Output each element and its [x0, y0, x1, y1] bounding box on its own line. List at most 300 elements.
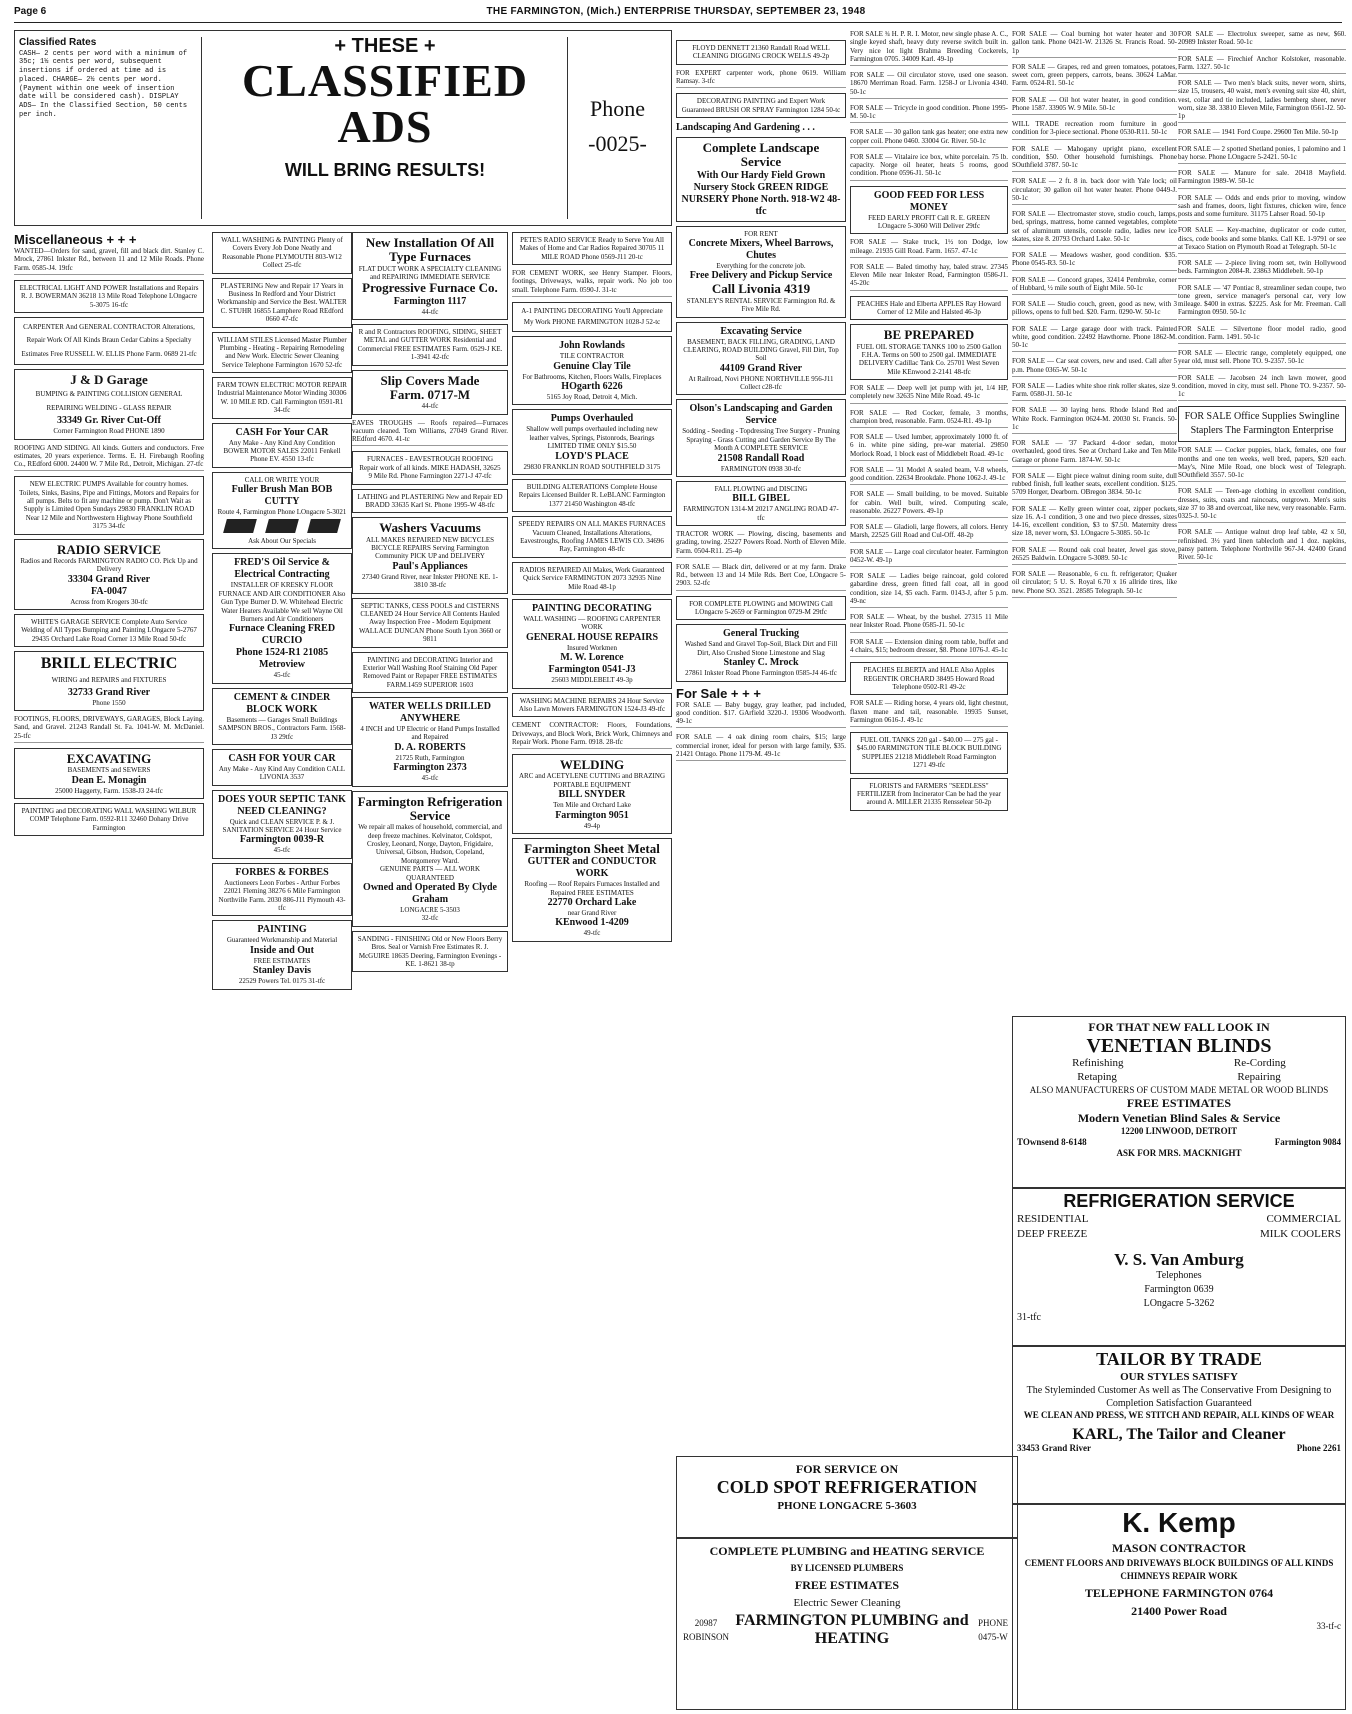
- ref-title: REFRIGERATION SERVICE: [1063, 1191, 1295, 1211]
- classified-item: FOR SALE — Cocker puppies, black, females, one four months and one ten weeks, well bred, papers, $20 each. May's, Nine Mile Road, one block west of Telegraph. SOuthfield 3557. 50-1c: [1178, 446, 1346, 482]
- furn-phone: Farmington 1117: [393, 295, 467, 307]
- kemp-address: 21400 Power Road: [1131, 1603, 1227, 1618]
- classified-item: FOR SALE — Deep well jet pump with jet, 1/4 HP, completely new 32635 Nine Mile Road. 49-1c: [850, 384, 1008, 404]
- classified-item: FOR SALE — Studio couch, green, good as new, with 3 pillows, opens to full bed. $20. Farm. 0290-W. 50-1c: [1012, 300, 1177, 320]
- weld-address: Ten Mile and Orchard Lake: [553, 801, 631, 810]
- plumb-address: 20987 ROBINSON: [682, 1617, 729, 1642]
- ad-slip-covers: [352, 370, 508, 415]
- wells-name: D. A. ROBERTS: [394, 741, 466, 753]
- phone-number: -0025-: [588, 131, 647, 157]
- ad-peaches-howard: PEACHES Hale and Elberta APPLES Ray Howard Corner of 12 Mile and Halsted 46-3p: [850, 296, 1008, 321]
- tailor-title: TAILOR BY TRADE: [1096, 1349, 1262, 1369]
- ad-stanleys-rental: [676, 226, 846, 318]
- truck-title: General Trucking: [722, 628, 800, 640]
- blinds-services-2: [1017, 1071, 1341, 1085]
- plumb-footer: [681, 1612, 1013, 1647]
- classified-item: FOR SALE — Used lumber, approximately 1000 ft. of 6 in. white pine siding, pre-war material. 29850 Morlock Road, 1 block east of Middlebelt Road. 49-1c: [850, 433, 1008, 461]
- fred-text: INSTALLER OF KRESKY FLOOR FURNACE AND AIR CONDITIONER Also Gun Type Burner D. W. Whitehead Electric Water Heaters Available We sell Wayne Oil Burners and Air Conditioners: [218, 581, 346, 623]
- tailor-footer: [1017, 1443, 1341, 1455]
- weld-text: ARC and ACETYLENE CUTTING and BRAZING PORTABLE EQUIPMENT: [518, 772, 665, 789]
- gibel-tail: FARMINGTON 1314-M 20217 ANGLING ROAD 47-tfc: [683, 505, 839, 522]
- column-4: [512, 232, 672, 1706]
- classified-item: FOR SALE — Large garage door with track. Painted white, good condition. 22492 Hawthorne. Phone 1862-M. 50-1c: [1012, 325, 1177, 353]
- ad-baby-buggy: FOR SALE — Baby buggy, gray leather, pad included, good condition. $17. GArfield 3220-J. 19306 Woodworth. 49-1c: [676, 701, 846, 729]
- fred-title: FRED'S Oil Service & Electrical Contracting: [234, 557, 330, 581]
- classified-item: FOR SALE — Oil hot water heater, in good condition. Phone 1587. 33905 W. 9 Mile. 50-1c: [1012, 96, 1177, 116]
- pnt-phone: Farmington 0541-J3: [548, 664, 636, 676]
- brill-text: WIRING and REPAIRS and FIXTURES: [51, 675, 167, 684]
- ad-rowlands-tile: [512, 336, 672, 405]
- classified-item: FOR SALE — '47 Pontiac 8, streamliner sedan coupe, two tone green, service manager's personal car, very low mileage. $400 in extras. $2225. Ask for Mr. Freeman. Call Farmington 0950. 50-1c: [1178, 284, 1346, 320]
- ad-jd-garage: [14, 369, 204, 440]
- ad-brill: [14, 651, 204, 711]
- fred-phone: Phone 1524-R1 21085 Metroview: [235, 647, 329, 671]
- column-5: [676, 40, 846, 1450]
- page-header: [0, 4, 1352, 20]
- divider: [201, 37, 202, 219]
- ad-office-supplies: FOR SALE Office Supplies Swingline Staplers The Farmington Enterprise: [1178, 406, 1346, 442]
- blinds-services: [1017, 1057, 1341, 1071]
- truck-tail: 27861 Inkster Road Phone Farmington 0585-J4 46-tfc: [685, 669, 837, 678]
- ad-cement-stamper: FOR CEMENT WORK, see Henry Stamper. Floors, footings, Driveways, walks, repair work. No job too small. Telephone Farm. 0590-J. 31-tc: [512, 269, 672, 297]
- classified-item: FOR SALE — Round oak coal heater, Jewel gas stove, 26525 Baldwin. LOngacre 5-3089. 50-1c: [1012, 546, 1177, 566]
- plumb-title: FARMINGTON PLUMBING and HEATING: [735, 1612, 969, 1647]
- ad-a1-painting: A-1 PAINTING DECORATING You'll Appreciate My Work PHONE FARMINGTON 1028-J 52-tc: [512, 302, 672, 332]
- exc-address: 44109 Grand River: [719, 362, 803, 374]
- ad-cement-cinder: [212, 688, 352, 745]
- rates-title: Classified Rates: [19, 37, 97, 48]
- weld-title: WELDING: [559, 757, 625, 773]
- ad-expert-carpenter: FOR EXPERT carpenter work, phone 0619. William Ramsay. 3-tfc: [676, 69, 846, 89]
- ad-wall-washing: WALL WASHING & PAINTING Plenty of Covers Every Job Done Neatly and Reasonable Phone PLYMOUTH 803-W12 Collect 25-tfc: [212, 232, 352, 274]
- rent-c: Free Delivery and Pickup Service: [689, 270, 833, 282]
- classified-item: FOR SALE — Electromaster stove, studio couch, lamps, bed, springs, mattress, home canned vegetables, complete set of aluminum utensils, console radio, ladies new ice skates, size 8. 20793 Orchard Lake. 50-1c: [1012, 210, 1177, 246]
- brush-icon: [307, 519, 341, 533]
- wells-title: WATER WELLS DRILLED ANYWHERE: [369, 701, 491, 725]
- septic-text: Quick and CLEAN SERVICE P. & J. SANITATION SERVICE 24 Hour Service: [222, 817, 342, 835]
- blinds-b: Refinishing: [1072, 1057, 1124, 1069]
- olson-address: 21508 Randall Road: [717, 452, 805, 464]
- pumps-title: Pumps Overhauled: [550, 413, 634, 425]
- kemp-phone: TELEPHONE FARMINGTON 0764: [1084, 1585, 1274, 1600]
- ad-pumps-overhauled: [512, 409, 672, 475]
- plumb-c: FREE ESTIMATES: [794, 1577, 900, 1592]
- ad-farm-town: FARM TOWN ELECTRIC MOTOR REPAIR Industrial Maintenance Motor Winding 30306 W. 10 MILE RD. Call Farmington 0591-R1 34-tfc: [212, 377, 352, 419]
- kemp-tail: 33-tf-c: [1316, 1620, 1341, 1631]
- classified-item: FOR SALE — Manure for sale. 20418 Mayfield. Farmington 1989-W. 50-1c: [1178, 169, 1346, 189]
- ad-wanted: WANTED—Orders for sand, gravel, fill and black dirt. Stanley C. Mrock, 27861 Inkster Rd., between 11 and 12 Mile Roads. Phone Farm. 0585-J4. 19tfc: [14, 247, 204, 275]
- brush-icon: [223, 519, 257, 533]
- pnt-tail: 25603 MIDDLEBELT 49-3p: [551, 676, 633, 685]
- classified-item: FOR SALE — Ladies white shoe rink roller skates, size 9. Farm. 0580-J1. 50-1c: [1012, 382, 1177, 402]
- tailor-name: KARL, The Tailor and Cleaner: [1072, 1425, 1286, 1443]
- ad-lathing: LATHING and PLASTERING New and Repair ED BRADD 33635 Karl St. Phone 1995-W 48-tfc: [352, 489, 508, 514]
- banner-headline: [205, 35, 565, 181]
- classified-item: FOR SALE — 30 laying hens. Rhode Island Red and White Rock. Farmington 0624-M. 20030 St. Francis. 50-1c: [1012, 406, 1177, 434]
- classified-item: FOR SALE — Extension dining room table, buffet and 4 chairs, $15; bedroom dresser, $8. Phone 1076-J. 45-1c: [850, 638, 1008, 658]
- classified-item: FOR SALE — Odds and ends prior to moving, window sash and frames, doors, light fixtures, chicken wire, fence posts and some furniture. 31175 Lahser Road. 50-1p: [1178, 194, 1346, 222]
- column-2: [212, 232, 352, 1706]
- feed-text: FEED EARLY PROFIT Call R. E. GREEN LOngacre 5-3060 Will Deliver 29tfc: [868, 213, 990, 230]
- olson-title: Olson's Landscaping and Garden Service: [689, 403, 833, 427]
- furn-name: Progressive Furnace Co.: [362, 280, 498, 296]
- ad-lorence: [512, 599, 672, 689]
- classified-banner: [14, 30, 672, 226]
- exc-title: Excavating Service: [720, 325, 802, 337]
- column-7: [1012, 30, 1177, 1010]
- classified-item: FOR SALE — Coal burning hot water heater and 30 gallon tank. Phone 0421-W. 21326 St. Francis Road. 50-1p: [1012, 30, 1177, 58]
- classified-item: FOR SALE — Ladies beige raincoat, gold colored gabardine dress, green fitted fall coat, all in good condition, size 14, $5 each. Farm. 0143-J, after 5 p.m. 49-nc: [850, 572, 1008, 608]
- ref-tail: 32-tfc: [421, 914, 439, 923]
- ad-k-kemp: [1012, 1504, 1346, 1710]
- classified-item: FOR SALE — 2-piece living room set, twin Hollywood beds. Farmington 2084-R. 23863 Middlebelt. 50-1p: [1178, 259, 1346, 279]
- classified-item: FOR SALE — Teen-age clothing in excellent condition, dresses, suits, coats and raincoats, outgrown. Men's suits size 37 to 38 and overcoat, like new, very reasonable. Farm. 0325-J. 50-1c: [1178, 487, 1346, 523]
- blinds-d: Retaping: [1077, 1070, 1117, 1083]
- fred-tail: 45-tfc: [273, 671, 291, 680]
- classified-item: FOR SALE — Large coal circulator heater. Farmington 0452-W. 49-1p: [850, 548, 1008, 568]
- tile-c: For Bathrooms, Kitchen, Floors Walls, Fireplaces: [522, 372, 662, 381]
- ref-name: V. S. Van Amburg: [1114, 1249, 1244, 1269]
- cash-text: Any Make - Any Kind Any Condition CALL LIVONIA 3537: [218, 764, 346, 782]
- ad-farmington-refrigeration: [352, 791, 508, 927]
- classified-item: FOR SALE ¾ H. P. R. I. Motor, new single phase A. C., single keyed shaft, heavy duty reverse switch built in. Very nice lot light Brahma Breeding Cockerels, Farmington 0705. 34009 Karl. 49-1p: [850, 30, 1008, 66]
- classified-item: FOR SALE — Gladioli, large flowers, all colors. Henry Marsh, 22525 Gill Road and Cul-Off. 48-2p: [850, 523, 1008, 543]
- ref-tail: 31-tfc: [1017, 1312, 1041, 1324]
- rent-text: Concrete Mixers, Wheel Barrows, Chutes: [688, 238, 834, 262]
- ad-bill-gibel: [676, 481, 846, 526]
- slip-phone: Farm. 0717-M: [389, 386, 471, 402]
- fuller-title: Fuller Brush Man BOB CUTTY: [231, 484, 333, 508]
- exc-text: BASEMENTS and SEWERS: [67, 766, 151, 775]
- blinds-phone-1: TOwnsend 8-6148: [1017, 1137, 1087, 1147]
- car-title: CASH For Your CAR: [235, 426, 329, 438]
- classified-item: FOR SALE — Antique walnut drop leaf table, 42 x 50, refinished. 3½ yard linen tablecloth and 1 doz. napkins, pansy pattern. Telephone Northville 967-J4. 42400 Grand River. 50-1c: [1178, 528, 1346, 564]
- classified-item: FOR SALE — Mahogany upright piano, excellent condition, $50. Other household furnishings. Phone SOuthfield 3787. 50-1c: [1012, 145, 1177, 173]
- truck-name: Stanley C. Mrock: [723, 657, 799, 669]
- classified-item: FOR SALE — Reasonable, 6 cu. ft. refrigerator; Quaker oil circulator; 5 U. S. Royal 6.70 x 16 allride tires, like new. Phone SO. 3521. 28585 Telegraph. 50-1c: [1012, 570, 1177, 598]
- prep-title: BE PREPARED: [883, 327, 975, 343]
- jd-title: J & D Garage: [70, 371, 148, 387]
- ad-refrigeration-service: [1012, 1188, 1346, 1346]
- tile-b: Genuine Clay Tile: [553, 360, 631, 372]
- truck-text: Washed Sand and Gravel Top-Soil, Black Dirt and Fill Dirt, Also Crushed Stone Limestone and Slag: [684, 640, 838, 657]
- wells-phone: Farmington 2373: [393, 762, 467, 774]
- ad-radios-repaired: RADIOS REPAIRED All Makes, Work Guaranteed Quick Service FARMINGTON 2073 32935 Nine Mile Road 48-1p: [512, 562, 672, 595]
- ref-phone: LONGACRE 5-3503: [400, 905, 460, 914]
- ref-g: LOngacre 5-3262: [1143, 1298, 1215, 1310]
- ad-excavating-novi: [676, 322, 846, 396]
- pnt-text: WALL WASHING — ROOFING CARPENTER WORK: [523, 614, 661, 632]
- land-text: With Our Hardy Field Grown Nursery Stock GREEN RIDGE NURSERY Phone North. 918-W2 48-tfc: [681, 169, 841, 217]
- sheet-c: near Grand River: [567, 908, 617, 917]
- classified-item: FOR SALE — Firechief Anchor Kolstoker, reasonable. Farm. 1327. 50-1c: [1178, 55, 1346, 75]
- ad-farmington-plumbing: [676, 1538, 1018, 1710]
- ref-row-1: [1017, 1212, 1341, 1227]
- pumps-name: LOYD'S PLACE: [555, 450, 629, 462]
- pnt-b: GENERAL HOUSE REPAIRS: [525, 631, 659, 643]
- section-misc: Miscellaneous + + +: [14, 232, 137, 247]
- radio-text: Radios and Records FARMINGTON RADIO CO. Pick Up and Delivery: [20, 556, 198, 574]
- fuller-top: CALL OR WRITE YOUR: [244, 475, 320, 484]
- tailor-address: 33453 Grand River: [1017, 1443, 1091, 1454]
- classified-item: FOR SALE — 30 gallon tank gas heater; one extra new copper coil. Phone 0460. 33004 Gr. River. 50-1c: [850, 128, 1008, 148]
- weld-name: BILL SNYDER: [558, 789, 626, 801]
- furn-title: New Installation Of All Type Furnaces: [365, 235, 495, 265]
- sheet-phone: KEnwood 1-4209: [555, 917, 629, 929]
- brush-icon: [265, 519, 299, 533]
- fuller-tail: Ask About Our Specials: [248, 536, 316, 545]
- ad-good-feed: [850, 186, 1008, 235]
- classified-item: FOR SALE — Eight piece walnut dining room suite, dull rubbed finish, full leather seats, excellent condition. $125. 5709 Horger, Dearborn. OBregon 3834. 50-1c: [1012, 472, 1177, 500]
- car-text: Any Make - Any Kind Any Condition BOWER MOTOR SALES 22011 Fenkell Phone EV. 4550 13-tfc: [223, 438, 341, 464]
- cold-title: COLD SPOT REFRIGERATION: [716, 1477, 978, 1497]
- cold-phone: PHONE LONGACRE 5-3603: [777, 1499, 917, 1512]
- radio-title: RADIO SERVICE: [57, 541, 161, 557]
- prep-text: FUEL OIL STORAGE TANKS 100 to 2500 Gallon F.H.A. Terms on 500 to 2500 gal. IMMEDIATE DELIVERY Cadillac Tank Co. 25701 West Seven Mile KEnwood 2-2141 48-tfc: [856, 342, 1002, 376]
- sheet-tail: 49-tfc: [583, 929, 601, 938]
- ref-name: Owned and Operated By Clyde Graham: [363, 881, 497, 905]
- section-landscaping: Landscaping And Gardening . . .: [676, 122, 815, 134]
- classified-item: FOR SALE — Wheat, by the bushel. 27315 11 Mile near Inkster Road. Phone 0585-J1. 50-1c: [850, 613, 1008, 633]
- classified-rates: [19, 37, 195, 120]
- pnt-title: PAINTING DECORATING: [532, 602, 652, 614]
- ad-venetian-blinds: [1012, 1016, 1346, 1188]
- painting-name: Stanley Davis: [252, 965, 312, 977]
- ad-tractor-work: TRACTOR WORK — Plowing, discing, basements and grading, towing. 25227 Powers Road. North of Eleven Mile. Farm. 0504-R11. 25-4p: [676, 530, 846, 558]
- blinds-phones: [1017, 1137, 1341, 1148]
- ad-stiles: WILLIAM STILES Licensed Master Plumber Plumbing - Heating - Repairing Remodeling and New Work. Electric Sewer Cleaning Service Telephone Farmington 1670 52-tfc: [212, 332, 352, 374]
- ad-water-wells: [352, 697, 508, 787]
- septic-tail: 45-tfc: [273, 846, 291, 855]
- jd-address: 33349 Gr. River Cut-Off: [57, 415, 161, 427]
- tile-tail: 5165 Joy Road, Detroit 4, Mich.: [546, 393, 638, 402]
- forbes-text: Auctioneers Leon Forbes - Arthur Forbes 22021 Fleming 38276 6 Mile Farmington Northville Farm. 2030 886-J11 Plymouth 43-tfc: [218, 878, 346, 913]
- classified-item: FOR SALE — Concord grapes, 32414 Pembroke, corner of Hubbard, ½ mile south of Eight Mile. 50-1c: [1012, 276, 1177, 296]
- painting-title: PAINTING: [257, 924, 307, 936]
- ad-cement-contractor: CEMENT CONTRACTOR: Floors, Foundations, Driveways, and Block Work, Brick Work, Chimneys and Repair Work. Phone Farm. 0918. 28-tfc: [512, 721, 672, 749]
- fred-clean: Furnace Cleaning FRED CURCIO: [228, 623, 336, 647]
- furn-text: FLAT DUCT WORK A SPECIALTY CLEANING and REPAIRING IMMEDIATE SERVICE: [358, 264, 502, 281]
- olson-text: Sodding - Seeding - Topdressing Tree Surgery - Pruning Spraying - Grass Cutting and Garden Service By The Month A COMPLETE SERVICE: [682, 427, 840, 453]
- ad-cash-car: [212, 423, 352, 468]
- wash-text: ALL MAKES REPAIRED NEW BICYCLES BICYCLE REPAIRS Serving Farmington Community PICK UP and DELIVERY: [365, 535, 495, 561]
- ad-black-dirt: FOR SALE — Black dirt, delivered or at my farm. Drake Rd., between 13 and 14 Mile Rds. Bert Coe, LOngacre 5-2903. 52-tfc: [676, 563, 846, 591]
- brill-address: 32733 Grand River: [67, 686, 151, 698]
- classified-item: FOR SALE — Baled timothy hay, baled straw. 27345 Eleven Mile near Inkster Road, Farmington 0586-J1. 45-20c: [850, 263, 1008, 291]
- ad-footings: FOOTINGS, FLOORS, DRIVEWAYS, GARAGES, Block Laying. Sand, and Gravel. 21243 Randall St. Fa. 1041-W. M. McDaniel. 25-tfc: [14, 715, 204, 743]
- ad-sanding: SANDING - FINISHING Old or New Floors Berry Bros. Seal or Varnish Free Estimates R. J. McGUIRE 18635 Deering, Farmington Evenings - KE. 1-8621 38-tp: [352, 931, 508, 973]
- sheet-address: 22770 Orchard Lake: [547, 896, 637, 908]
- column-6: [850, 30, 1008, 1230]
- classified-item: FOR SALE — Silvertone floor model radio, good condition. Farm. 1491. 50-1c: [1178, 325, 1346, 345]
- ad-carpenter: CARPENTER And GENERAL CONTRACTOR Alterations, Repair Work Of All Kinds Braun Cedar Cabins a Specialty Estimates Free RUSSELL W. ELLIS Phone Farm. 0689 21-tfc: [14, 317, 204, 365]
- blinds-address: 12200 LINWOOD, DETROIT: [1120, 1125, 1238, 1136]
- classified-item: FOR SALE — Oil circulator stove, used one season. 18670 Merriman Road. Farm. 1258-J or Livonia 4340. 50-1c: [850, 71, 1008, 99]
- wash-tail: 27340 Grand River, near Inkster PHONE KE. 1-3810 38-tfc: [362, 572, 498, 590]
- rent-tail: STANLEY'S RENTAL SERVICE Farmington Rd. & Five Mile Rd.: [686, 296, 836, 314]
- ad-forbes: [212, 863, 352, 917]
- ad-radio: [14, 539, 204, 610]
- rent-phone: Call Livonia 4319: [711, 281, 811, 297]
- column-8: [1178, 30, 1346, 1010]
- radio-address: 33304 Grand River: [67, 573, 151, 585]
- ad-painting-davis: [212, 920, 352, 989]
- slip-title: Slip Covers Made: [380, 372, 480, 388]
- ad-hadash: FURNACES - EAVESTROUGH ROOFING Repair work of all kinds. MIKE HADASH, 32625 9 Mile Rd. Phone Farmington 2271-J 47-tfc: [352, 451, 508, 484]
- radio-tail: Across from Krogers 30-tfc: [70, 597, 148, 606]
- column-1: [14, 232, 204, 1706]
- plumb-b: BY LICENSED PLUMBERS: [790, 1563, 904, 1574]
- classified-item: FOR SALE — Grapes, red and green tomatoes, potatoes, sweet corn, green peppers, carrots, beans. 30624 LaMar. Farm. 0524-R1. 50-1c: [1012, 63, 1177, 91]
- tile-text: TILE CONTRACTOR: [559, 352, 625, 361]
- exc-title: EXCAVATING: [66, 750, 152, 766]
- ad-cold-spot: [676, 1456, 1018, 1538]
- classified-item: FOR SALE — 2 ft. 8 in. back door with Yale lock; oil circulator; 30 gallon oil hot water heater. Phone 0449-J. 50-1c: [1012, 177, 1177, 205]
- brill-phone: Phone 1550: [92, 698, 126, 707]
- feed-title: GOOD FEED FOR LESS MONEY: [873, 189, 985, 213]
- ad-washing-machine: WASHING MACHINE REPAIRS 24 Hour Service Also Lawn Mowers FARMINGTON 1524-J3 49-tfc: [512, 693, 672, 718]
- jd-services: BUMPING & PAINTING COLLISION GENERAL REPAIRING WELDING - GLASS REPAIR: [35, 390, 183, 413]
- rent-b: Everything for the concrete job.: [716, 262, 806, 271]
- ref-e: Telephones: [1156, 1270, 1202, 1282]
- ad-whites-garage: WHITE'S GARAGE SERVICE Complete Auto Service Welding of All Types Bumping and Painting LOngacre 5-2767 29435 Orchard Lake Road Corner 13 Mile Road 50-tfc: [14, 614, 204, 647]
- brush-icons: [217, 517, 347, 537]
- blinds-f: ALSO MANUFACTURERS OF CUSTOM MADE METAL OR WOOD BLINDS: [1029, 1084, 1329, 1095]
- tailor-b: The Styleminded Customer As well as The Conservative From Designing to Completion Satisfaction Guaranteed: [1026, 1385, 1332, 1410]
- exc-tail: At Railroad, Novi PHONE NORTHVILLE 956-J11 Collect c28-tfc: [688, 374, 834, 392]
- blinds-title: VENETIAN BLINDS: [1086, 1035, 1272, 1057]
- exc-name: Dean E. Monagin: [71, 774, 147, 786]
- ref-title: Farmington Refrigeration Service: [357, 793, 503, 823]
- classified-item: WILL TRADE recreation room furniture in good condition for 3-piece sectional. Phone 0530-R11. 50-1c: [1012, 120, 1177, 140]
- fuller-text: Route 4, Farmington Phone LOngacre 5-3021: [217, 508, 347, 517]
- septic-phone: Farmington 0039-R: [239, 834, 325, 846]
- ad-washers: [352, 517, 508, 593]
- painting-c: FREE ESTIMATES: [253, 956, 311, 965]
- results-text: WILL BRING RESULTS!: [284, 160, 486, 180]
- weld-phone: Farmington 9051: [555, 809, 629, 821]
- exc-text: BASEMENT, BACK FILLING, GRADING, LAND CLEARING, ROAD BUILDING Gravel, Fill Dirt, Top Soil: [683, 337, 839, 363]
- ad-electrical: ELECTRICAL LIGHT AND POWER Installations and Repairs R. J. BOWERMAN 36218 13 Mile Road Telephone LOngacre 5-3075 16-tfc: [14, 280, 204, 313]
- classified-item: FOR SALE — Two men's black suits, never worn, shirts, size 15, trousers, 40 waist, men's evening suit size 40, shirt, vest, collar and tie included, ladies bemberg sheer, never worn, size 38. 33810 Eleven Mile, Farmington 0561-J2. 50-1p: [1178, 79, 1346, 123]
- classified-item: FOR SALE — Vitalaire ice box, white porcelain. 75 lb. capacity. Norge oil heater, heats 5 rooms, good condition. Phone 0596-J1. 50-1c: [850, 153, 1008, 181]
- ads-text: ADS: [337, 101, 433, 152]
- ad-painting-comp: PAINTING and DECORATING WALL WASHING WILBUR COMP Telephone Farm. 0592-R11 32460 Dohany Drive Farmington: [14, 803, 204, 836]
- classified-item: FOR SALE — Red Cocker, female, 3 months, champion bred, reasonable. Farm. 0524-R1. 49-1p: [850, 409, 1008, 429]
- tailor-c: WE CLEAN AND PRESS, WE STITCH AND REPAIR, ALL KINDS OF WEAR: [1023, 1410, 1335, 1421]
- ad-tailor: [1012, 1346, 1346, 1504]
- wells-text: 4 INCH and UP Electric or Hand Pumps Installed and Repaired: [360, 725, 500, 742]
- sheet-b: Roofing — Roof Repairs Furnaces Installed and Repaired FREE ESTIMATES: [524, 880, 660, 897]
- page-number: Page 6: [14, 6, 47, 17]
- gibel-text: FALL PLOWING and DISCING: [714, 485, 808, 494]
- ref-f: Farmington 0639: [1144, 1284, 1214, 1296]
- sheet-text: GUTTER and CONDUCTOR WORK: [527, 856, 657, 880]
- slip-tail: 44-tfc: [421, 402, 439, 411]
- phone-box: [570, 91, 665, 161]
- blinds-g: FREE ESTIMATES: [1126, 1095, 1232, 1110]
- brill-title: BRILL ELECTRIC: [40, 655, 178, 673]
- blinds-ask: ASK FOR MRS. MACKNIGHT: [1116, 1148, 1242, 1159]
- ref-row-2: [1017, 1227, 1341, 1242]
- ref-c: DEEP FREEZE: [1017, 1228, 1088, 1241]
- land-title: Complete Landscape Service: [702, 140, 820, 170]
- rent-title: FOR RENT: [744, 229, 778, 238]
- divider: [567, 37, 568, 219]
- classified-item: FOR SALE — 1941 Ford Coupe. 29600 Ten Mile. 50-1p: [1178, 128, 1346, 139]
- cement-title: CEMENT & CINDER BLOCK WORK: [233, 691, 331, 715]
- classified-item: FOR SALE — '31 Model A sealed beam, V-8 wheels, good condition. 22634 Brookdale. Phone 1062-J. 49-1c: [850, 466, 1008, 486]
- ad-petes-radio: PETE'S RADIO SERVICE Ready to Serve You All Makes of Home and Car Radios Repaired 30705 11 MILE ROAD Phone 0569-J11 20-tc: [512, 232, 672, 265]
- these-text: + THESE +: [334, 35, 436, 57]
- classified-item: FOR SALE — Stake truck, 1½ ton Dodge, low mileage. 21935 Gill Road. Farm. 1657. 47-1c: [850, 238, 1008, 258]
- ad-decorating: DECORATING PAINTING and Expert Work Guaranteed BRUSH OR SPRAY Farmington 1284 50-tc: [676, 93, 846, 118]
- gibel-name: BILL GIBEL: [732, 493, 790, 505]
- kemp-title: K. Kemp: [1122, 1507, 1236, 1538]
- wells-address: 21725 Ruth, Farmington: [395, 753, 465, 762]
- blinds-phone-2: Farmington 9084: [1274, 1137, 1341, 1147]
- wash-title: Washers Vacuums: [379, 520, 481, 536]
- tailor-phone: Phone 2261: [1296, 1443, 1341, 1454]
- tile-phone: HOgarth 6226: [561, 381, 623, 393]
- column-3: [352, 232, 508, 1706]
- ad-floyd-dennett: FLOYD DENNETT 21360 Randall Road WELL CLEANING DIGGING CROCK WELLS 49-2p: [676, 40, 846, 65]
- classified-text: CLASSIFIED: [241, 55, 529, 106]
- cold-a: FOR SERVICE ON: [795, 1462, 899, 1476]
- ad-painting-decorating: PAINTING and DECORATING Interior and Exterior Wall Washing Roof Staining Old Paper Removed Paint or Repaper FREE ESTIMATES FARM.1459 SUPERIOR 1603: [352, 652, 508, 694]
- ad-fuller-brush: [212, 472, 352, 550]
- classified-item: FOR SALE — Key-machine, duplicator or code cutter, discs, code books and some blanks. Call KE. 1-9791 or see at Texaco Station on Plymouth Road at Telegraph. 50-1c: [1178, 226, 1346, 254]
- classified-item: FOR SALE — 2 spotted Shetland ponies, 1 palomino and 1 bay horse. Phone LOngacre 5-2421. 50-1c: [1178, 145, 1346, 165]
- kemp-a: MASON CONTRACTOR: [1111, 1540, 1247, 1555]
- ad-eaves: EAVES TROUGHS — Roofs repaired—Furnaces vacuum cleaned. Tom Williams, 27049 Grand River. REdford 4670. 41-tc: [352, 419, 508, 447]
- ad-building-alterations: BUILDING ALTERATIONS Complete House Repairs Licensed Builder R. LeBLANC Farmington 1377 21450 Washington 48-tfc: [512, 479, 672, 512]
- pnt-name: M. W. Lorence: [560, 652, 624, 664]
- ad-oak-chairs: FOR SALE — 4 oak dining room chairs, $15; large commercial ironer, ideal for person with large family, $35. 21421 Ontago. Phone 1179-M. 49-1c: [676, 733, 846, 761]
- header-rule: [14, 22, 1342, 23]
- ad-freds: [212, 553, 352, 683]
- tile-title: John Rowlands: [559, 340, 625, 352]
- ad-septic: [212, 790, 352, 859]
- section-for-sale: For Sale + + +: [676, 685, 761, 701]
- ref-b: GENUINE PARTS — ALL WORK QUARANTEED: [379, 865, 481, 882]
- ad-plastering: PLASTERING New and Repair 17 Years in Business In Redford and Your District Workmanship and Service the Best. WALTER C. STUHR 16855 Lamphere Road REdford 0660 47-tfc: [212, 278, 352, 328]
- furn-tail: 44-tfc: [421, 307, 439, 316]
- ad-fertilizer: FLORISTS and FARMERS "SEEDLESS" FERTILIZER from Incinerator Can be had the year around A. MILLER 21335 Rensselear 50-2p: [850, 778, 1008, 811]
- septic-title: DOES YOUR SEPTIC TANK NEED CLEANING?: [218, 793, 346, 817]
- painting-b: Inside and Out: [250, 944, 314, 956]
- phone-label: Phone: [590, 96, 645, 121]
- classified-item: FOR SALE — Riding horse, 4 years old, light chestnut, flaxen mane and tail, reasonable. 19935 Sunset, Farmington 0616-J. 49-1c: [850, 699, 1008, 727]
- sheet-title: Farmington Sheet Metal: [524, 840, 660, 856]
- ad-be-prepared: [850, 324, 1008, 380]
- painting-text: Guaranteed Workmanship and Material: [226, 936, 338, 945]
- masthead: THE FARMINGTON, (Mich.) ENTERPRISE THURSDAY, SEPTEMBER 23, 1948: [486, 6, 866, 17]
- blinds-c: Re-Cording: [1233, 1057, 1286, 1069]
- cement-text: Basements — Garages Small Buildings SAMPSON BROS., Contractors Farm. 1568-J3 29tfc: [218, 715, 346, 741]
- pumps-text: Shallow well pumps overhauled including new leather valves, Springs, Pistonrods, Bearings LIMITED TIME ONLY $15.50: [526, 425, 658, 451]
- painting-tail: 22529 Powers Tel. 0175 31-tfc: [238, 977, 326, 986]
- ad-excavating: [14, 748, 204, 799]
- ref-a: RESIDENTIAL: [1017, 1212, 1089, 1225]
- classified-item: FOR SALE — Electric range, completely equipped, one year old, must sell. Phone TO. 9-2357. 50-1c: [1178, 349, 1346, 369]
- ad-cash-livonia: [212, 749, 352, 786]
- ad-olsons-landscaping: [676, 399, 846, 477]
- blinds-e: Repairing: [1237, 1070, 1281, 1083]
- plumb-a: COMPLETE PLUMBING and HEATING SERVICE: [709, 1544, 985, 1558]
- classified-item: FOR SALE — '37 Packard 4-door sedan, motor overhauled, good tires. See at Orchard Lake and Ten Mile Garage or phone Farm. 1874-W. 50-1c: [1012, 439, 1177, 467]
- classified-item: FOR SALE — Kelly green winter coat, zipper pockets, size 16. A-1 condition, 3 one and two piece dresses, sizes 14-16, excellent condition, $3 to $7.50. Maternity dress size 18, never worn, $3. LOngacre 5-3085. 50-1c: [1012, 505, 1177, 541]
